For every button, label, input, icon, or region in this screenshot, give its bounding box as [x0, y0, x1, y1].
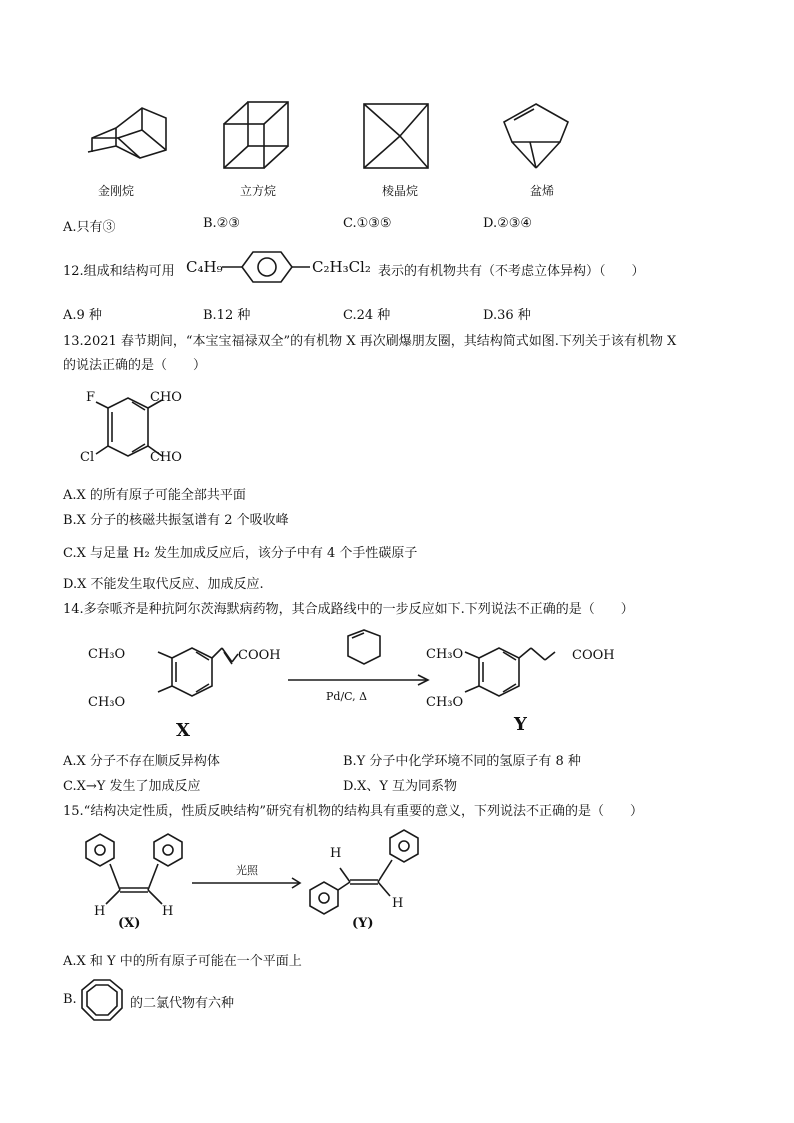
- q13-stem-line1: 13.2021 春节期间，“本宝宝福禄双全”的有机物 X 再次刷爆朋友圈，其结构简式如图.下列关于该有机物 X: [63, 334, 677, 349]
- q15-x-h-right: H: [162, 904, 174, 919]
- q14-option-c[interactable]: C.X→Y 发生了加成反应: [63, 779, 201, 794]
- benzvalene-structure: [500, 100, 572, 172]
- cyclooctatetraene-icon: [78, 978, 126, 1022]
- q13-option-d[interactable]: D.X 不能发生取代反应、加成反应.: [63, 577, 264, 592]
- label-prismane: 棱晶烷: [382, 184, 419, 198]
- q14-x-cooh: COOH: [238, 648, 281, 663]
- benzene-ring-icon: [222, 250, 322, 284]
- q14-label-y: Y: [514, 714, 527, 735]
- q13-label-cho-bottom: CHO: [150, 450, 182, 465]
- q14-x-och3-bottom: CH₃O: [88, 695, 126, 710]
- q13-option-b[interactable]: B.X 分子的核磁共振氢谱有 2 个吸收峰: [63, 513, 289, 528]
- q15-label-y: (Y): [352, 916, 374, 931]
- q11-option-c[interactable]: C.①③⑤: [343, 216, 392, 231]
- q15-molecule-y: [308, 828, 448, 938]
- q12-option-c[interactable]: C.24 种: [343, 308, 391, 323]
- q14-reagent-cyclohexene: [318, 630, 438, 720]
- q15-option-b-prefix[interactable]: B.: [63, 992, 77, 1007]
- label-benzvalene: 盆烯: [530, 184, 555, 198]
- q12-stem-prefix: 12.组成和结构可用: [63, 264, 175, 279]
- q15-y-h-top: H: [330, 846, 342, 861]
- label-adamantane: 金刚烷: [98, 184, 135, 198]
- prismane-structure: [360, 100, 432, 172]
- cubane-structure: [222, 100, 294, 172]
- q12-stem-suffix: 表示的有机物共有（不考虑立体异构）（ ）: [378, 264, 645, 279]
- q15-y-h-bottom: H: [392, 896, 404, 911]
- q15-option-a[interactable]: A.X 和 Y 中的所有原子可能在一个平面上: [63, 954, 302, 969]
- q11-option-b[interactable]: B.②③: [203, 216, 240, 231]
- q15-light-label: 光照: [236, 864, 258, 877]
- q14-label-x: X: [176, 720, 190, 741]
- q14-option-b[interactable]: B.Y 分子中化学环境不同的氢原子有 8 种: [343, 754, 581, 769]
- q12-option-d[interactable]: D.36 种: [483, 308, 531, 323]
- q12-formula-right: C₂H₃Cl₂: [312, 258, 371, 276]
- q13-option-c[interactable]: C.X 与足量 H₂ 发生加成反应后，该分子中有 4 个手性碳原子: [63, 546, 418, 561]
- q13-label-cho-top: CHO: [150, 390, 182, 405]
- q14-y-och3-bottom: CH₃O: [426, 695, 464, 710]
- q11-option-a[interactable]: A.只有③: [63, 220, 116, 235]
- q12-option-b[interactable]: B.12 种: [203, 308, 251, 323]
- q15-label-x: (X): [118, 916, 141, 931]
- q15-reaction-arrow: [192, 876, 304, 890]
- q13-label-f: F: [86, 390, 96, 405]
- adamantane-structure: [80, 98, 175, 160]
- q13-label-cl: Cl: [80, 450, 95, 465]
- q14-option-a[interactable]: A.X 分子不存在顺反异构体: [63, 754, 220, 769]
- q11-option-d[interactable]: D.②③④: [483, 216, 533, 231]
- q12-formula-left: C₄H₉: [186, 258, 223, 276]
- q12-option-a[interactable]: A.9 种: [63, 308, 102, 323]
- q14-y-och3-top: CH₃O: [426, 647, 464, 662]
- q15-x-h-left: H: [94, 904, 106, 919]
- label-cubane: 立方烷: [240, 184, 277, 198]
- q13-option-a[interactable]: A.X 的所有原子可能全部共平面: [63, 488, 246, 503]
- q14-x-och3-top: CH₃O: [88, 647, 126, 662]
- q14-y-cooh: COOH: [572, 648, 615, 663]
- q15-stem: 15.“结构决定性质，性质反映结构”研究有机物的结构具有重要的意义，下列说法不正确的是（ ）: [63, 804, 643, 819]
- q14-stem: 14.多奈哌齐是种抗阿尔茨海默病药物，其合成路线中的一步反应如下.下列说法不正确的是（ ）: [63, 602, 634, 617]
- q14-option-d[interactable]: D.X、Y 互为同系物: [343, 779, 458, 794]
- q15-option-b-text[interactable]: 的二氯代物有六种: [130, 996, 235, 1011]
- q13-stem-line2: 的说法正确的是（ ）: [63, 358, 207, 373]
- q14-condition: Pd/C, Δ: [326, 690, 368, 703]
- q15-molecule-x: [72, 828, 212, 938]
